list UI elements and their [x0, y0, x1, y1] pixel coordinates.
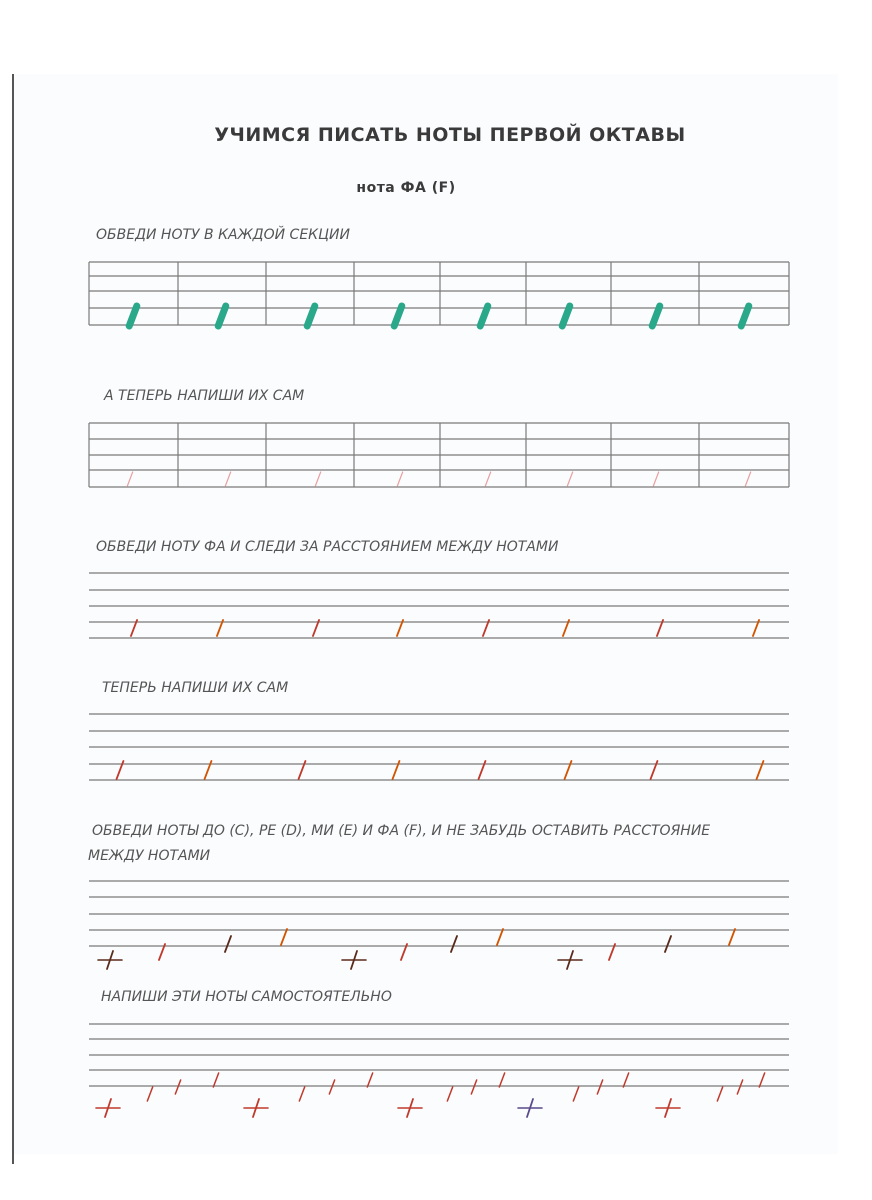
- traced-note-fa: [394, 306, 402, 326]
- note-mi: [225, 936, 231, 952]
- note-re: [717, 1087, 722, 1101]
- traced-note-fa: [307, 306, 315, 326]
- guide-note-fa: [315, 472, 320, 486]
- instruction-write-in-sections: А ТЕПЕРЬ НАПИШИ ИХ САМ: [104, 388, 305, 404]
- page-title: УЧИМСЯ ПИСАТЬ НОТЫ ПЕРВОЙ ОКТАВЫ: [214, 124, 686, 146]
- guide-note-fa: [127, 472, 132, 486]
- instruction-write-independently: НАПИШИ ЭТИ НОТЫ САМОСТОЯТЕЛЬНО: [101, 989, 392, 1005]
- note-fa: [499, 1073, 504, 1087]
- note-re: [573, 1087, 578, 1101]
- page-subtitle: нота ФА (F): [356, 180, 456, 196]
- traced-note-fa: [218, 306, 226, 326]
- traced-note-fa: [652, 306, 660, 326]
- guide-note-fa: [485, 472, 490, 486]
- note-fa: [759, 1073, 764, 1087]
- note-mi: [451, 936, 457, 952]
- note-fa: [367, 1073, 372, 1087]
- note-mi: [737, 1080, 742, 1094]
- traced-note-fa: [741, 306, 749, 326]
- note-mi: [597, 1080, 602, 1094]
- guide-note-fa: [225, 472, 230, 486]
- guide-note-fa: [653, 472, 658, 486]
- note-fa: [281, 929, 287, 945]
- note-re: [299, 1087, 304, 1101]
- note-fa: [497, 929, 503, 945]
- traced-note-fa: [129, 306, 137, 326]
- guide-note-fa: [745, 472, 750, 486]
- note-mi: [175, 1080, 180, 1094]
- note-mi: [329, 1080, 334, 1094]
- traced-note-fa: [562, 306, 570, 326]
- guide-note-fa: [567, 472, 572, 486]
- note-fa: [623, 1073, 628, 1087]
- note-fa: [729, 929, 735, 945]
- note-re: [147, 1087, 152, 1101]
- traced-note-fa: [480, 306, 488, 326]
- note-re: [447, 1087, 452, 1101]
- note-mi: [471, 1080, 476, 1094]
- instruction-trace-spacing: ОБВЕДИ НОТУ ФА И СЛЕДИ ЗА РАССТОЯНИЕМ МЕЖДУ НОТАМИ: [96, 539, 559, 555]
- note-fa: [213, 1073, 218, 1087]
- instruction-trace-cdef-continued: МЕЖДУ НОТАМИ: [88, 848, 211, 864]
- instruction-trace-in-sections: ОБВЕДИ НОТУ В КАЖДОЙ СЕКЦИИ: [96, 227, 350, 243]
- instruction-write-yourself: ТЕПЕРЬ НАПИШИ ИХ САМ: [102, 680, 289, 696]
- guide-note-fa: [397, 472, 402, 486]
- note-mi: [665, 936, 671, 952]
- instruction-trace-cdef: ОБВЕДИ НОТЫ ДО (С), РЕ (D), МИ (E) И ФА (F), И НЕ ЗАБУДЬ ОСТАВИТЬ РАССТОЯНИЕ: [92, 823, 711, 839]
